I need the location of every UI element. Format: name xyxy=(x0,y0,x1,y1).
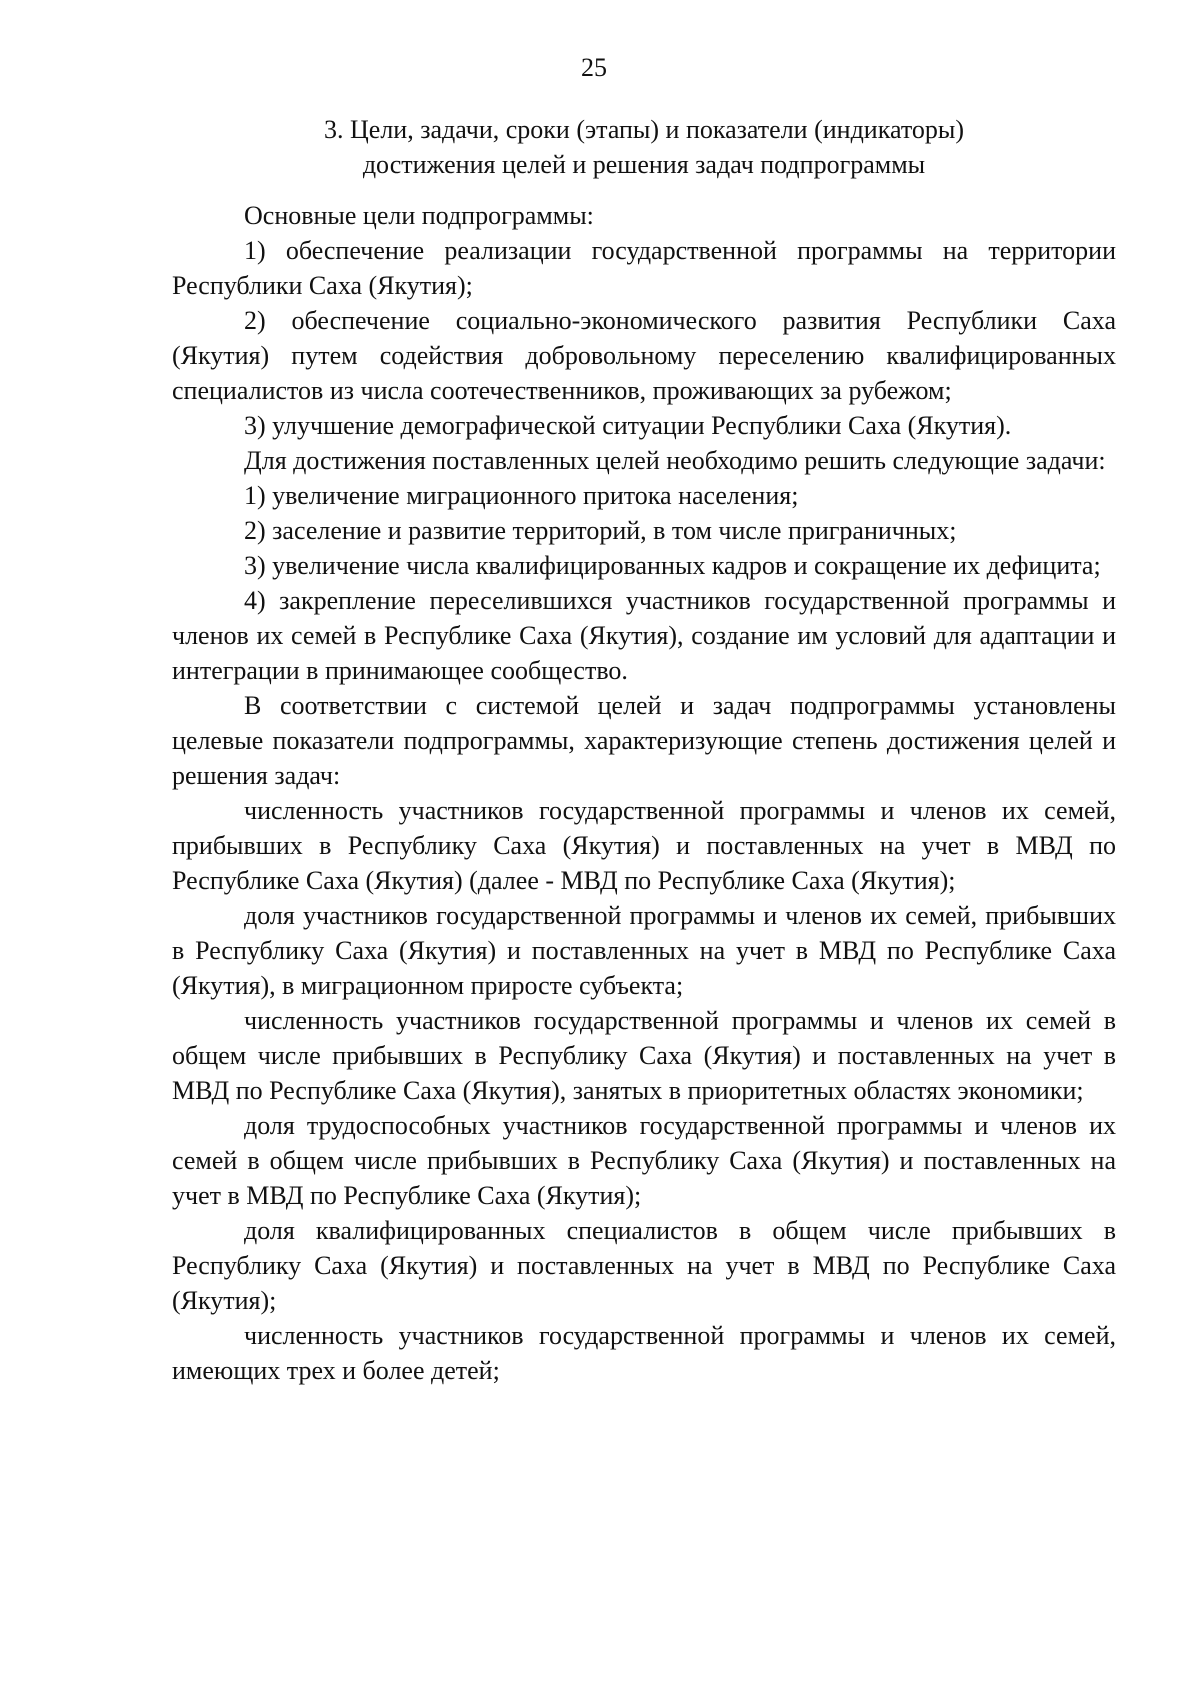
task-item-4: 4) закрепление переселившихся участников государственной программы и членов их семей в Республике Саха (Якутия), создание им условий для адаптации и интеграции в принимающее сообщество. xyxy=(172,586,1116,685)
indicator-item: численность участников государственной программы и членов их семей в общем числе прибывших в Республику Саха (Якутия) и поставленных на учет в МВД по Республике Саха (Якутия), занятых в приоритетных областях экономики; xyxy=(172,1006,1116,1105)
indicator-item: доля трудоспособных участников государственной программы и членов их семей в общем числе прибывших в Республику Саха (Якутия) и поставленных на учет в МВД по Республике Саха (Якутия); xyxy=(172,1111,1116,1210)
indicator-item: доля квалифицированных специалистов в общем числе прибывших в Республику Саха (Якутия) и поставленных на учет в МВД по Республике Саха (Якутия); xyxy=(172,1216,1116,1315)
document-body xyxy=(172,198,1116,1388)
indicator-item: доля участников государственной программы и членов их семей, прибывших в Республику Саха (Якутия) и поставленных на учет в МВД по Республике Саха (Якутия), в миграционном приросте субъекта; xyxy=(172,901,1116,1000)
task-item-2: 2) заселение и развитие территорий, в том числе приграничных; xyxy=(244,516,957,545)
section-heading-line-2: достижения целей и решения задач подпрограммы xyxy=(362,150,926,179)
task-item-3: 3) увеличение числа квалифицированных кадров и сокращение их дефицита; xyxy=(244,551,1101,580)
section-heading xyxy=(172,112,1116,182)
goal-item-3: 3) улучшение демографической ситуации Республики Саха (Якутия). xyxy=(244,411,1012,440)
goal-item-1: 1) обеспечение реализации государственной программы на территории Республики Саха (Якутия); xyxy=(172,236,1116,300)
goals-intro: Основные цели подпрограммы: xyxy=(244,201,594,230)
page-number: 25 xyxy=(581,53,607,82)
goal-item-2: 2) обеспечение социально-экономического развития Республики Саха (Якутия) путем содействия добровольному переселению квалифицированных специалистов из числа соотечественников, проживающих за рубежом; xyxy=(172,306,1116,405)
indicator-item: численность участников государственной программы и членов их семей, прибывших в Республику Саха (Якутия) и поставленных на учет в МВД по Республике Саха (Якутия) (далее - МВД по Республике Саха (Якутия); xyxy=(172,796,1116,895)
section-heading-line-1: 3. Цели, задачи, сроки (этапы) и показатели (индикаторы) xyxy=(324,115,964,144)
task-item-1: 1) увеличение миграционного притока населения; xyxy=(244,481,799,510)
indicators-intro: В соответствии с системой целей и задач подпрограммы установлены целевые показатели подпрограммы, характеризующие степень достижения целей и решения задач: xyxy=(172,691,1116,790)
tasks-intro: Для достижения поставленных целей необходимо решить следующие задачи: xyxy=(244,446,1106,475)
indicator-item: численность участников государственной программы и членов их семей, имеющих трех и более детей; xyxy=(172,1321,1116,1385)
